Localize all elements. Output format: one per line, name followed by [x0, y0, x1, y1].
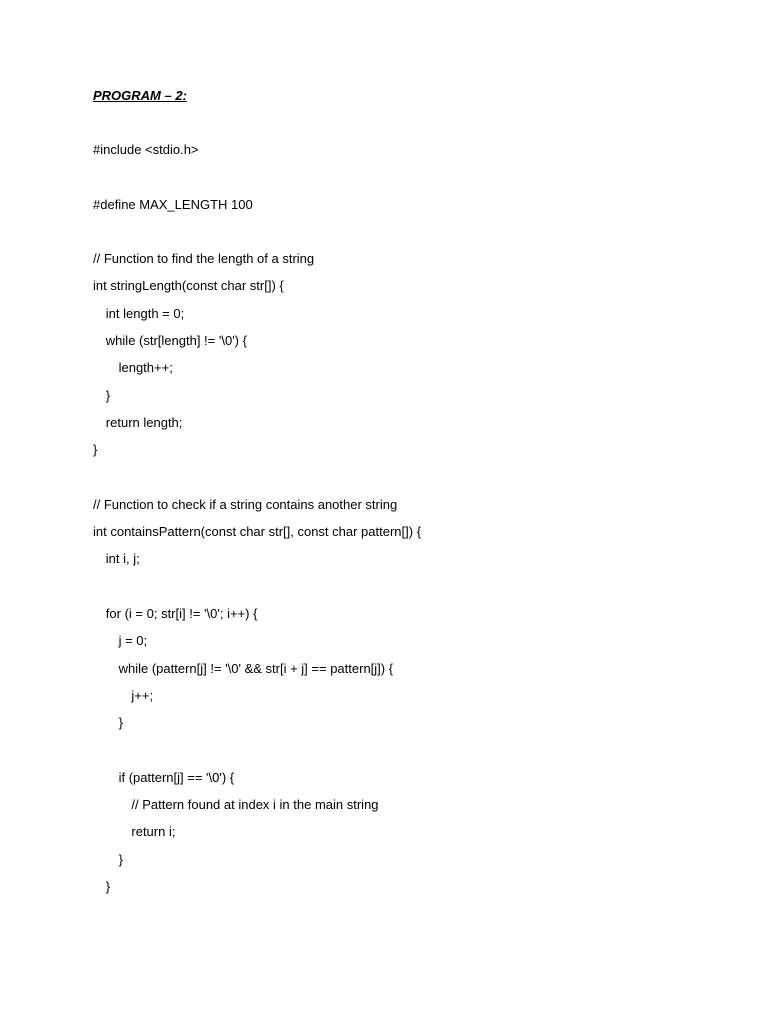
code-line: } — [93, 442, 98, 458]
code-line: } — [118, 715, 123, 731]
code-line: } — [105, 387, 111, 403]
code-line: } — [118, 851, 123, 867]
blank-line — [93, 222, 421, 249]
code-line: #include <stdio.h> — [93, 142, 199, 157]
code-block — [93, 140, 421, 904]
code-line: int i, j; — [105, 551, 140, 567]
code-line: while (str[length] != '\0') { — [105, 333, 247, 349]
code-line: // Function to check if a string contains another string — [93, 496, 398, 512]
code-line: j = 0; — [118, 633, 148, 649]
program-heading: PROGRAM – 2: — [93, 88, 187, 103]
code-line: if (pattern[j] == '\0') { — [118, 769, 235, 785]
code-line: // Pattern found at index i in the main string — [131, 797, 379, 813]
code-line: return i; — [131, 824, 176, 840]
code-line: int length = 0; — [105, 305, 185, 321]
code-line: } — [105, 879, 111, 895]
code-line: #define MAX_LENGTH 100 — [93, 196, 253, 212]
code-line: for (i = 0; str[i] != '\0'; i++) { — [105, 606, 258, 622]
blank-line — [93, 577, 421, 604]
blank-line — [93, 167, 421, 194]
code-line: while (pattern[j] != '\0' && str[i + j] == pattern[j]) { — [118, 660, 394, 676]
code-line: int stringLength(const char str[]) { — [93, 278, 284, 294]
code-line: j++; — [131, 687, 154, 703]
code-line: length++; — [118, 360, 173, 376]
blank-line — [93, 741, 421, 768]
blank-line — [93, 468, 421, 495]
code-line: int containsPattern(const char str[], const char pattern[]) { — [93, 524, 422, 540]
code-line: return length; — [105, 414, 183, 430]
code-line: // Function to find the length of a string — [93, 251, 315, 267]
